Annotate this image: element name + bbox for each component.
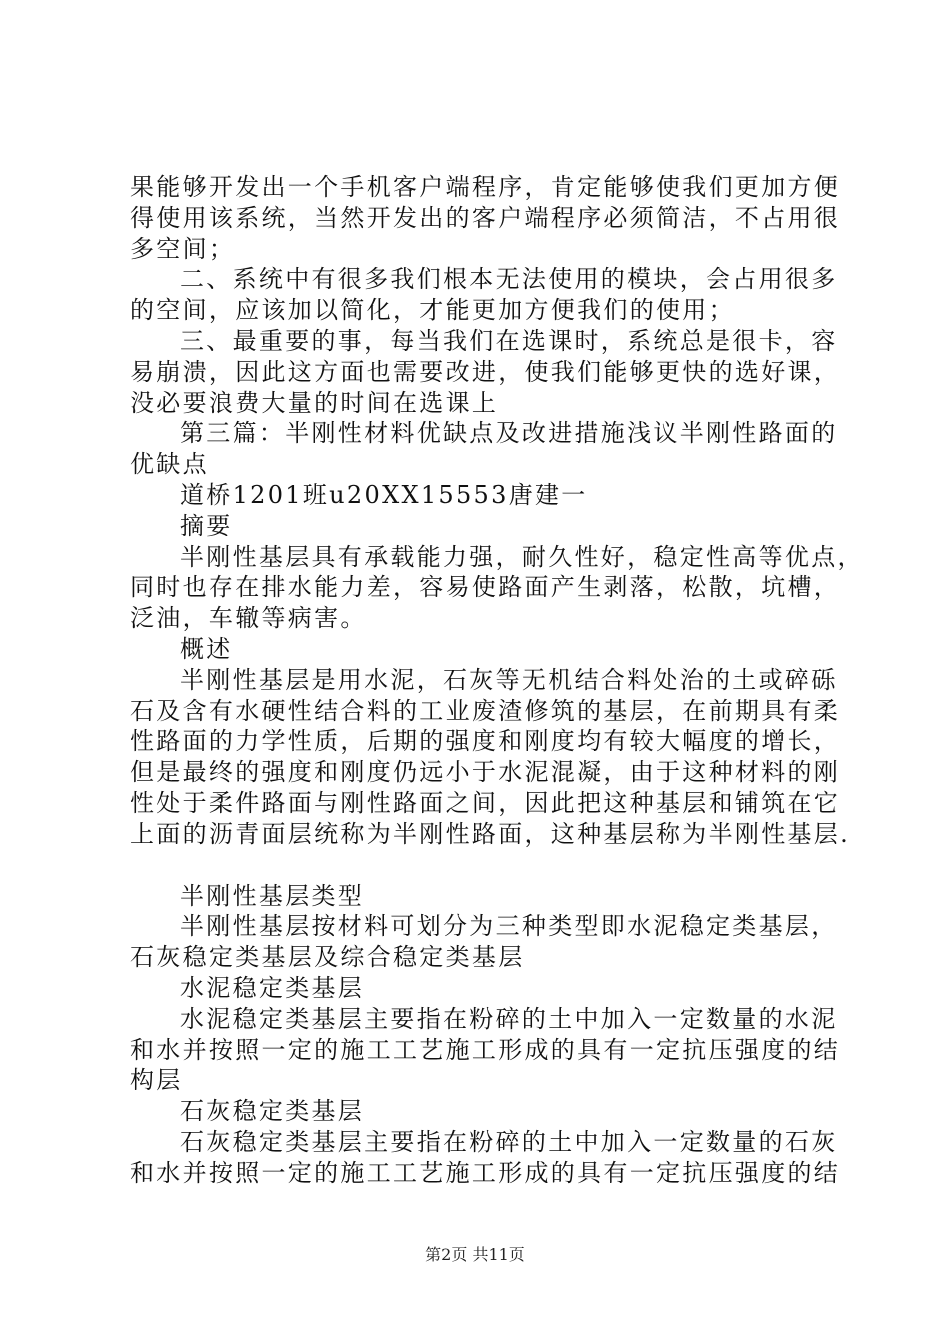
body-text-line: 半刚性基层是用水泥，石灰等无机结合料处治的土或碎砾	[180, 665, 838, 694]
body-text-line: 泛油，车辙等病害。	[130, 604, 367, 633]
body-text-line: 半刚性基层按材料可划分为三种类型即水泥稳定类基层，	[180, 912, 838, 941]
body-text-line: 性路面的力学性质，后期的强度和刚度均有较大幅度的增长，	[130, 727, 841, 756]
body-text-line: 同时也存在排水能力差，容易使路面产生剥落，松散，坑槽，	[130, 573, 841, 602]
heading: 概述	[180, 634, 233, 663]
body-text-line: 石灰稳定类基层及综合稳定类基层	[130, 943, 525, 972]
body-text-line: 石及含有水硬性结合料的工业废渣修筑的基层，在前期具有柔	[130, 696, 841, 725]
body-text-line: 多空间；	[130, 234, 236, 263]
body-text-line: 但是最终的强度和刚度仍远小于水泥混凝，由于这种材料的刚	[130, 758, 841, 787]
body-text-line: 和水并按照一定的施工工艺施工形成的具有一定抗压强度的结	[130, 1035, 841, 1064]
author-line: 道桥1201班u20XX15553唐建一	[180, 480, 588, 509]
body-text-line: 易崩溃，因此这方面也需要改进，使我们能够更快的选好课，	[130, 357, 841, 386]
body-text-line: 构层	[130, 1066, 183, 1095]
body-text-line: 三、最重要的事，每当我们在选课时，系统总是很卡，容	[180, 326, 838, 355]
body-text-line: 水泥稳定类基层主要指在粉碎的土中加入一定数量的水泥	[180, 1004, 838, 1033]
body-text-line: 半刚性基层具有承载能力强，耐久性好，稳定性高等优点，	[180, 542, 864, 571]
body-text-line: 没必要浪费大量的时间在选课上	[130, 388, 499, 417]
document-body	[130, 172, 864, 1189]
page-number-footer: 第2页 共11页	[425, 1245, 525, 1264]
body-text-line: 果能够开发出一个手机客户端程序，肯定能够使我们更加方便	[130, 173, 841, 201]
heading: 摘要	[180, 511, 233, 540]
body-text-line: 石灰稳定类基层主要指在粉碎的土中加入一定数量的石灰	[180, 1127, 838, 1156]
blank-line	[130, 850, 842, 881]
heading: 水泥稳定类基层	[180, 973, 365, 1002]
body-text-line: 上面的沥青面层统称为半刚性路面，这种基层称为半刚性基层.	[130, 819, 851, 848]
heading: 石灰稳定类基层	[180, 1097, 365, 1126]
body-text-line: 和水并按照一定的施工工艺施工形成的具有一定抗压强度的结	[130, 1158, 841, 1187]
section-title: 优缺点	[130, 450, 209, 479]
body-text-line: 二、系统中有很多我们根本无法使用的模块，会占用很多	[180, 265, 838, 294]
body-text-line: 得使用该系统，当然开发出的客户端程序必须简洁，不占用很	[130, 203, 841, 232]
section-title: 第三篇：半刚性材料优缺点及改进措施浅议半刚性路面的	[180, 419, 838, 448]
body-text-line: 的空间，应该加以简化，才能更加方便我们的使用；	[130, 296, 735, 325]
heading: 半刚性基层类型	[180, 881, 365, 910]
body-text-line: 性处于柔件路面与刚性路面之间，因此把这种基层和铺筑在它	[130, 788, 841, 817]
